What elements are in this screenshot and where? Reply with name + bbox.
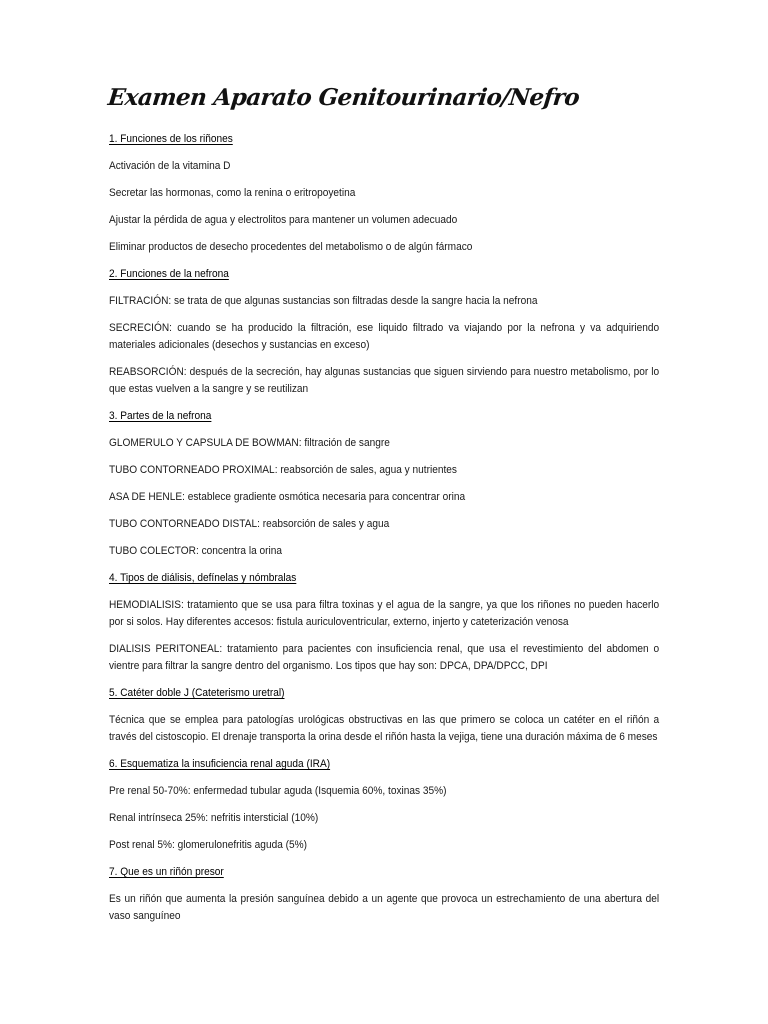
- document-body: [109, 131, 659, 935]
- section-nephron-parts: [109, 408, 659, 560]
- paragraph: TUBO CONTORNEADO PROXIMAL: reabsorción de sales, agua y nutrientes: [109, 464, 457, 476]
- paragraph: HEMODIALISIS: tratamiento que se usa para filtra toxinas y el agua de la sangre, ya que los riñones no pueden hacerlo por si solos. Hay diferentes accesos: fistula auriculoventricular, externo, injerto y cateterización venosa: [109, 599, 660, 628]
- paragraph: Eliminar productos de desecho procedentes del metabolismo o de algún fármaco: [109, 241, 473, 253]
- section-dialysis-types: [109, 570, 659, 675]
- section-heading: 6. Esquematiza la insuficiencia renal aguda (IRA): [109, 758, 331, 770]
- section-pressor-kidney: [109, 864, 659, 925]
- paragraph: GLOMERULO Y CAPSULA DE BOWMAN: filtración de sangre: [109, 437, 390, 449]
- paragraph: ASA DE HENLE: establece gradiente osmótica necesaria para concentrar orina: [109, 491, 466, 503]
- paragraph: REABSORCIÓN: después de la secreción, hay algunas sustancias que siguen sirviendo para nuestro metabolismo, por lo que estas vuelven a la sangre y se reutilizan: [109, 366, 660, 395]
- section-heading: 7. Que es un riñón presor: [109, 866, 224, 878]
- section-kidney-functions: [109, 131, 659, 256]
- section-heading: 4. Tipos de diálisis, defínelas y nómbralas: [109, 572, 297, 584]
- paragraph: TUBO CONTORNEADO DISTAL: reabsorción de sales y agua: [109, 518, 390, 530]
- paragraph: Pre renal 50-70%: enfermedad tubular aguda (Isquemia 60%, toxinas 35%): [109, 785, 447, 797]
- paragraph: Post renal 5%: glomerulonefritis aguda (5%): [109, 839, 308, 851]
- section-heading: 3. Partes de la nefrona: [109, 410, 212, 422]
- section-double-j-catheter: [109, 685, 659, 746]
- paragraph: Secretar las hormonas, como la renina o eritropoyetina: [109, 187, 356, 199]
- section-heading: 1. Funciones de los riñones: [109, 133, 233, 145]
- paragraph: Ajustar la pérdida de agua y electrolitos para mantener un volumen adecuado: [109, 214, 458, 226]
- paragraph: SECRECIÓN: cuando se ha producido la filtración, ese liquido filtrado va viajando por la nefrona y va adquiriendo materiales adicionales (desechos y sustancias en exceso): [109, 322, 660, 351]
- paragraph: Es un riñón que aumenta la presión sanguínea debido a un agente que provoca un estrechamiento de una abertura del vaso sanguíneo: [109, 893, 660, 922]
- section-acute-renal-failure: [109, 756, 659, 854]
- paragraph: DIALISIS PERITONEAL: tratamiento para pacientes con insuficiencia renal, que usa el revestimiento del abdomen o vientre para filtrar la sangre dentro del organismo. Los tipos que hay son: DPCA, DPA/DPCC, DPI: [109, 643, 660, 672]
- section-heading: 5. Catéter doble J (Cateterismo uretral): [109, 687, 285, 699]
- paragraph: Renal intrínseca 25%: nefritis intersticial (10%): [109, 812, 319, 824]
- paragraph: TUBO COLECTOR: concentra la orina: [109, 545, 283, 557]
- section-heading: 2. Funciones de la nefrona: [109, 268, 229, 280]
- paragraph: Técnica que se emplea para patologías urológicas obstructivas en las que primero se coloca un catéter en el riñón a través del cistoscopio. El drenaje transporta la orina desde el riñón hasta la vejiga, tiene una duración máxima de 6 meses: [109, 714, 660, 743]
- paragraph: Activación de la vitamina D: [109, 160, 231, 172]
- section-nephron-functions: [109, 266, 659, 398]
- document-title: Examen Aparato Genitourinario/Nefro: [106, 84, 581, 111]
- paragraph: FILTRACIÓN: se trata de que algunas sustancias son filtradas desde la sangre hacia la nefrona: [109, 295, 538, 307]
